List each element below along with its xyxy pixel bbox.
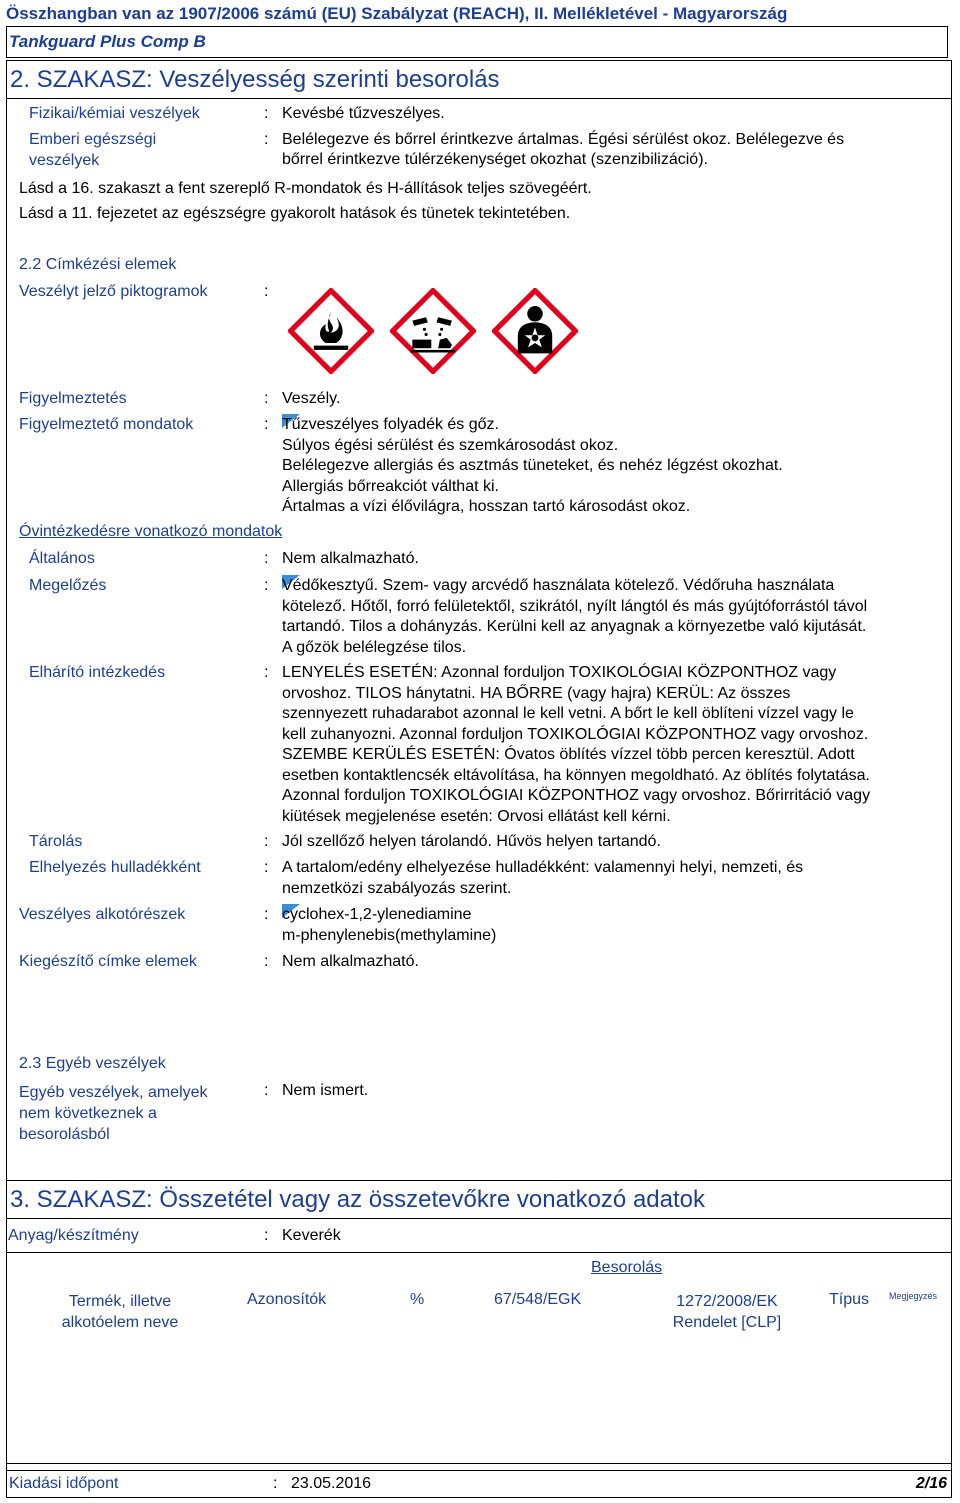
hazard-statements-label: Figyelmeztető mondatok	[19, 416, 194, 433]
corrosion-pictogram	[390, 288, 476, 374]
physchem-value: Kevésbé tűzveszélyes.	[282, 105, 445, 122]
issue-date-value: 23.05.2016	[291, 1475, 372, 1492]
response-text: LENYELÉS ESETÉN: Azonnal forduljon TOXIKOLÓGIAI KÖZPONTHOZ vagy orvoshoz. TILOS hánytatni. HA BŐRRE (vagy hajra) KERÜL: Az összes szennyezett ruhadarabot azonnal le kell vetni. A bőrt le kell öblíteni vízzel vagy le kell zuhanyozni. Azonnal forduljon TOXIKOLÓGIAI KÖZPONTHOZ vagy orvoshoz. SZEMBE KERÜLÉS ESETÉN: Óvatos öblítés vízzel több percen keresztül. Adott esetben kontaktlencsék eltávolítása, ha könnyen megoldható. Az öblítés folytatása. Azonnal forduljon TOXIKOLÓGIAI KÖZPONTHOZ vagy orvoshoz. Bőrirritáció vagy kiütések megjelenése esetén: Orvosi ellátást kell kérni.	[282, 664, 871, 825]
prevention-label: Megelőzés	[29, 577, 107, 594]
flame-pictogram	[288, 288, 374, 374]
substance-label: Anyag/készítmény	[8, 1227, 139, 1244]
col-type: Típus	[829, 1291, 870, 1308]
storage-value: Jól szellőző helyen tárolandó. Hűvös helyen tartandó.	[282, 833, 661, 850]
other-hazards-label: Egyéb veszélyek, amelyek nem következnek a besorolásból	[19, 1084, 208, 1143]
health-value-line1: Belélegezve és bőrrel érintkezve ártalmas. Égési sérülést okoz. Belélegezve és	[282, 131, 845, 148]
hazard-statement: Belélegezve allergiás és asztmás tüneteket, és nehéz légzést okozhat.	[282, 457, 783, 474]
section-2-title: 2. SZAKASZ: Veszélyesség szerinti besorolás	[10, 66, 500, 93]
storage-label: Tárolás	[29, 833, 83, 850]
page-number: 2/16	[915, 1475, 947, 1492]
section-3-title: 3. SZAKASZ: Összetétel vagy az összetevőkre vonatkozó adatok	[10, 1186, 706, 1213]
response-label: Elhárító intézkedés	[29, 664, 166, 681]
footer-bar: Kiadási időpont : 23.05.2016 2/16	[6, 1470, 952, 1498]
col-percent: %	[410, 1291, 425, 1308]
hazard-statement: Súlyos égési sérülést és szemkárosodást okoz.	[282, 436, 619, 454]
hazardous-ingredients-label: Veszélyes alkotórészek	[19, 906, 186, 923]
health-value-line2: bőrrel érintkezve túlérzékenységet okozhat (szenzibilizáció).	[282, 151, 708, 168]
col-eec: 67/548/EGK	[494, 1291, 582, 1308]
product-header-box	[6, 26, 948, 58]
hazard-statement: Tűzveszélyes folyadék és gőz.	[282, 416, 499, 433]
issue-date-label: Kiadási időpont	[9, 1475, 119, 1492]
hazard-statements-list	[282, 415, 783, 518]
disposal-label: Elhelyezés hulladékként	[29, 859, 201, 876]
precautionary-heading: Óvintézkedésre vonatkozó mondatok	[19, 523, 283, 540]
classification-header: Besorolás	[591, 1259, 663, 1276]
product-name: Tankguard Plus Comp B	[9, 32, 206, 51]
health-label-line1: Emberi egészségi	[29, 131, 157, 148]
health-hazard-pictogram	[492, 288, 578, 374]
general-label: Általános	[29, 550, 95, 567]
signal-word-label: Figyelmeztetés	[19, 390, 127, 407]
labeling-heading: 2.2 Címkézési elemek	[19, 256, 177, 273]
composition-table	[6, 1252, 952, 1464]
section-divider	[6, 1218, 952, 1219]
col-product-name: Termék, illetve alkotóelem neve	[61, 1293, 179, 1331]
ingredient: cyclohex-1,2-ylenediamine	[282, 906, 472, 923]
prevention-text: Védőkesztyű. Szem- vagy arcvédő használata kötelező. Védőruha használata kötelező. Hőtől, forró felületektől, szikrától, nyílt lángtól és más gyújtóforrástól távol tartandó. Tilos a dohányzás. Kerülni kell az anyagnak a környezetbe való kijutását. A gőzök belélegzése tilos.	[282, 577, 868, 656]
ingredient: m-phenylenebis(methylamine)	[282, 926, 497, 944]
pictograms-label: Veszélyt jelző piktogramok	[19, 283, 208, 300]
col-clp: 1272/2008/EK Rendelet [CLP]	[672, 1293, 782, 1331]
other-hazards-heading: 2.3 Egyéb veszélyek	[19, 1055, 166, 1072]
supplemental-label: Kiegészítő címke elemek	[19, 953, 197, 970]
signal-word-value: Veszély.	[282, 390, 341, 407]
substance-value: Keverék	[282, 1227, 341, 1244]
hazard-statement: Ártalmas a vízi élővilágra, hosszan tartó károsodást okoz.	[282, 498, 691, 515]
health-label-line2: veszélyek	[29, 152, 100, 169]
regulation-title: Összhangban van az 1907/2006 számú (EU) Szabályzat (REACH), II. Mellékletével - Magyarország	[6, 4, 788, 23]
col-notes: Megjegyzés	[889, 1291, 938, 1301]
section-divider	[6, 1180, 952, 1181]
see-section-11-note: Lásd a 11. fejezetet az egészségre gyakorolt hatások és tünetek tekintetében.	[19, 205, 571, 222]
col-identifiers: Azonosítók	[247, 1291, 327, 1308]
hazard-statement: Allergiás bőrreakciót válthat ki.	[282, 477, 499, 495]
supplemental-value: Nem alkalmazható.	[282, 953, 419, 970]
other-hazards-value: Nem ismert.	[282, 1082, 369, 1099]
see-section-16-note: Lásd a 16. szakaszt a fent szereplő R-mondatok és H-állítások teljes szövegéért.	[19, 180, 592, 197]
hazardous-ingredients-list	[282, 905, 496, 946]
disposal-text: A tartalom/edény elhelyezése hulladékként: valamennyi helyi, nemzeti, és nemzetközi szabályozás szerint.	[282, 859, 804, 897]
general-value: Nem alkalmazható.	[282, 550, 419, 567]
section-divider	[6, 98, 952, 99]
physchem-label: Fizikai/kémiai veszélyek	[29, 105, 200, 122]
